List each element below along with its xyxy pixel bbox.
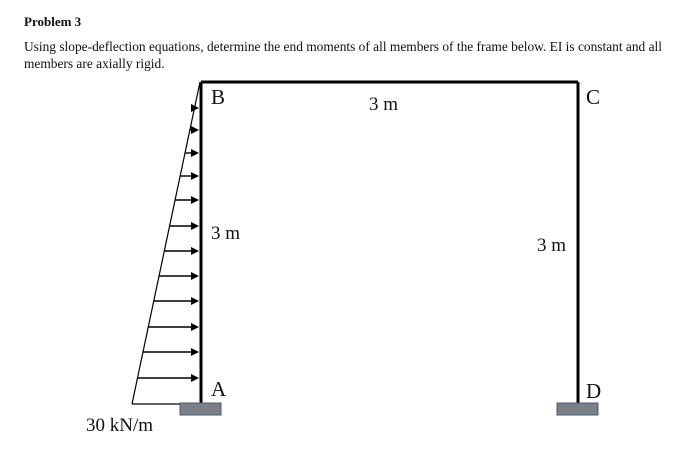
load-arrow-head: [191, 297, 199, 305]
load-arrow-head: [191, 247, 199, 255]
load-arrow-head: [191, 149, 199, 157]
joint-label-d: D: [586, 379, 602, 403]
dim-column-cd: 3 m: [537, 235, 567, 256]
load-arrow-head: [191, 126, 199, 134]
load-arrow-head: [191, 172, 199, 180]
support-a: [180, 403, 221, 415]
load-intensity-label: 30 kN/m: [86, 415, 154, 436]
dim-column-ab: 3 m: [211, 223, 241, 244]
load-arrows: [138, 104, 200, 382]
load-arrow-head: [191, 272, 199, 280]
load-arrow-head: [191, 374, 199, 382]
problem-statement: Using slope-deflection equations, determine the end moments of all members of the frame below. EI is constant and all members are axially rigid.: [24, 39, 662, 71]
dim-beam-bc: 3 m: [369, 94, 399, 115]
problem-heading: Problem 3: [24, 14, 82, 29]
load-arrow-head: [191, 222, 199, 230]
load-arrow-head: [191, 196, 199, 204]
support-d: [557, 403, 598, 415]
load-outline: [132, 82, 200, 404]
load-arrow-head: [191, 323, 199, 331]
joint-label-b: B: [211, 85, 226, 109]
joint-label-a: A: [211, 377, 227, 401]
joint-label-c: C: [586, 85, 601, 109]
load-arrow-head: [191, 348, 199, 356]
